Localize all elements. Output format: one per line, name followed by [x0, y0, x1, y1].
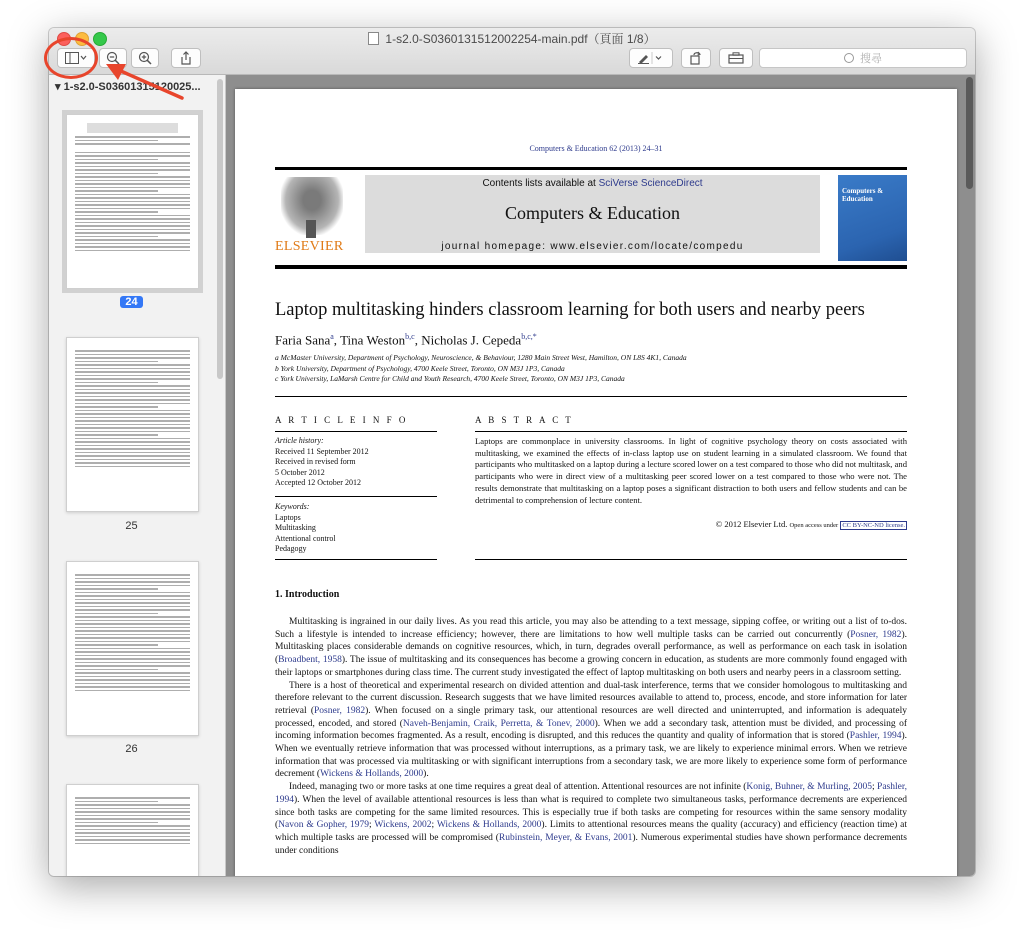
divider	[275, 396, 907, 397]
author-name: Tina Weston	[340, 332, 406, 348]
author-name: Faria Sana	[275, 332, 331, 348]
citation-link[interactable]: Naveh-Benjamin, Craik, Perretta, & Tonev, 2000	[402, 718, 595, 729]
preview-window	[49, 28, 975, 876]
author-affiliation-mark[interactable]: b,c,*	[521, 332, 537, 341]
citation-link[interactable]: Wickens, 2002	[374, 820, 432, 831]
keyword: Laptops	[275, 512, 301, 522]
history-label: Article history:	[275, 436, 324, 445]
search-placeholder: 搜尋	[860, 53, 882, 65]
journal-reference[interactable]: Computers & Education 62 (2013) 24–31	[529, 144, 663, 153]
introduction-body	[275, 616, 907, 857]
divider	[275, 559, 437, 560]
affiliation-line: c York University, LaMarsh Centre for Child and Youth Research, 4700 Keele Street, Toronto, ON M3J 1P3, Canada	[275, 374, 625, 383]
keywords	[275, 502, 336, 555]
page-number-24	[66, 296, 197, 308]
journal-banner	[365, 175, 820, 253]
banner-rule	[275, 265, 907, 269]
affiliation-line: b York University, Department of Psychology, 4700 Keele Street, Toronto, ON M3J 1P3, Canada	[275, 363, 565, 373]
search-icon	[844, 53, 854, 63]
open-access-text: Open access under	[789, 522, 839, 529]
keyword: Multitasking	[275, 523, 316, 532]
annotation-arrow-icon	[104, 60, 194, 104]
copyright-text: © 2012 Elsevier Ltd.	[715, 519, 788, 529]
history-line: Received 11 September 2012	[275, 446, 369, 456]
publisher-name: ELSEVIER	[275, 239, 344, 254]
citation-link[interactable]: Posner, 1982	[850, 629, 902, 640]
paragraph: Indeed, managing two or more tasks at one time requires a great deal of attention. Attentional resources are not infinite (Konig, Buhner, & Murling, 2005; Pashler, 1994). When the level of available attentional resources is less than what is required to complete two simultaneous tasks, performance decrements are experienced since both tasks are competing for the same limited resources. This is especially true if both tasks are competing for resources within the same sensory modality (Navon & Gopher, 1979; Wickens, 2002; Wickens & Hollands, 2000). Limits to attentional resources means the quality (accuracy) and efficiency (reaction time) at which multiple tasks are processed will be compromised (Rubinstein, Meyer, & Evans, 2001). Numerous experimental studies have shown performance decrements under conditions	[275, 782, 908, 856]
copyright-line	[475, 519, 907, 529]
divider	[275, 431, 437, 432]
contents-line	[365, 178, 820, 189]
cover-title: Computers & Education	[842, 187, 884, 203]
citation-link[interactable]: Rubinstein, Meyer, & Evans, 2001	[498, 832, 633, 843]
keyword: Pedagogy	[275, 544, 307, 553]
divider	[475, 559, 907, 560]
author-affiliation-mark[interactable]: b,c	[405, 332, 415, 341]
rotate-icon	[689, 51, 703, 65]
history-line: Accepted 12 October 2012	[275, 478, 361, 487]
elsevier-logo	[275, 175, 349, 259]
sciencedirect-link[interactable]: SciVerse ScienceDirect	[598, 178, 703, 189]
citation-link[interactable]: Navon & Gopher, 1979	[278, 820, 370, 831]
author-list: Faria Sana$^a$, Tina Weston$^{b,c}$, Nicholas J. Cepeda$^{b,c,*}$	[275, 332, 537, 348]
page-thumbnail-27[interactable]	[66, 784, 199, 876]
affiliation-line: a McMaster University, Department of Psychology, Neuroscience, & Behaviour, 1280 Main Street West, Hamilton, ON L8S 4K1, Canada	[275, 353, 687, 362]
toolbox-button[interactable]	[719, 48, 753, 68]
article-info-heading: A R T I C L E I N F O	[275, 415, 408, 425]
author-name: Nicholas J. Cepeda	[421, 332, 522, 348]
sidebar-scrollbar[interactable]	[217, 79, 223, 379]
journal-title: Computers & Education	[505, 203, 680, 223]
citation-link[interactable]: Pashler, 1994	[849, 731, 902, 742]
page-thumbnail-24[interactable]	[66, 114, 199, 289]
author-affiliation-mark[interactable]: a	[330, 332, 334, 341]
markup-pen-button[interactable]	[629, 48, 673, 68]
abstract-heading: A B S T R A C T	[475, 415, 574, 425]
page-thumbnail-26[interactable]	[66, 561, 199, 736]
annotation-circle	[44, 37, 98, 79]
rotate-button[interactable]	[681, 48, 711, 68]
disclosure-triangle-icon[interactable]: ▾	[55, 81, 64, 93]
paragraph: There is a host of theoretical and experimental research on divided attention and dual-task interference, terms that we consider homologous to multitasking and therefore relevant to the current discussion. Research suggests that we have limited resources available to attend to, process, encode, and store information for later retrieval (Posner, 1982). When focused on a single primary task, our attentional resources are well directed and uninterrupted, and information is adequately processed, encoded, and stored (Naveh-Benjamin, Craik, Perretta, & Tonev, 2000). When we add a secondary task, attention must be divided, and processing of incoming information becomes fragmented. As a result, encoding is disrupted, and this reduces the quantity and quality of information that is stored (Pashler, 1994). When we eventually retrieve information that was processed without interruptions, as a primary task, we are likely to experience minimal errors. When we retrieve information that was processed via multitasking or with significant interruptions from a secondary task, we are more likely to experience some form of performance decrement (Wickens & Hollands, 2000).	[275, 680, 908, 780]
journal-homepage[interactable]: journal homepage: www.elsevier.com/locate/compedu	[441, 241, 744, 252]
page-number-25: 25	[125, 520, 138, 532]
page-number-26: 26	[125, 743, 138, 755]
keywords-label: Keywords:	[275, 502, 310, 511]
pdf-page	[235, 89, 957, 876]
keyword: Attentional control	[275, 533, 336, 543]
section-heading: 1. Introduction	[275, 589, 340, 600]
document-scrollbar[interactable]	[966, 77, 973, 189]
divider	[475, 431, 907, 432]
document-view[interactable]	[226, 75, 975, 876]
history-line: Received in revised form	[275, 457, 356, 466]
citation-link[interactable]: Wickens & Hollands, 2000	[320, 769, 424, 780]
journal-cover	[838, 175, 907, 261]
citation-link[interactable]: Wickens & Hollands, 2000	[436, 820, 542, 831]
affiliations	[275, 353, 687, 385]
citation-link[interactable]: Posner, 1982	[314, 705, 366, 716]
article-history	[275, 436, 369, 489]
contents-prefix: Contents lists available at	[482, 178, 599, 189]
header-rule	[275, 167, 907, 170]
citation-link[interactable]: Broadbent, 1958	[278, 655, 342, 666]
selected-page-badge: 24	[120, 296, 142, 308]
pen-icon	[637, 52, 665, 64]
paragraph: Multitasking is ingrained in our daily lives. As you read this article, you may also be attending to a text message, sipping coffee, or writing out a list of to-dos. Such a lifestyle is intended to increase efficiency; however, there are limitations to how well multiple tasks can be carried out concurrently (Posner, 1982). Multitasking places considerable demands on cognitive resources, which, in turn, degrades overall performance, as well as performance on each task in isolation (Broadbent, 1958). The issue of multitasking and its consequences has become a growing concern in education, as students are more commonly found engaged with their laptops or smartphones during class time. The current study investigated the effect of laptop multitasking on both users and nearby peers in a classroom setting.	[275, 617, 907, 678]
history-line: 5 October 2012	[275, 467, 325, 477]
divider	[275, 496, 437, 497]
page-thumbnail-25[interactable]	[66, 337, 199, 512]
license-link[interactable]: CC BY-NC-ND license.	[842, 522, 905, 529]
search-field[interactable]	[759, 48, 967, 68]
article-title: Laptop multitasking hinders classroom learning for both users and nearby peers	[275, 300, 865, 320]
abstract-text: Laptops are commonplace in university classrooms. In light of cognitive psychology theory on costs associated with multitasking, we examined the effects of in-class laptop use on student learning in a simulated classroom. We found that participants who multitasked on a laptop during a lecture scored lower on a test compared to those who did not multitask, and participants who were in direct view of a multitasking peer scored lower on a test compared to those who were not. The results demonstrate that multitasking on a laptop poses a significant distraction to both users and fellow students and can be detrimental to comprehension of lecture content.	[475, 436, 907, 505]
citation-link[interactable]: Konig, Buhner, & Murling, 2005	[746, 782, 872, 793]
sidebar-document-name: 1-s2.0-S03601315120025...	[63, 81, 201, 93]
toolbox-icon	[728, 52, 744, 64]
window-title	[49, 30, 975, 47]
thumbnail-sidebar	[49, 75, 226, 876]
window-title-text: 1-s2.0-S0360131512002254-main.pdf（頁面 1/8）	[385, 32, 656, 46]
citation-link[interactable]: Pashler, 1994	[275, 782, 907, 805]
pdf-document-icon	[368, 32, 379, 45]
